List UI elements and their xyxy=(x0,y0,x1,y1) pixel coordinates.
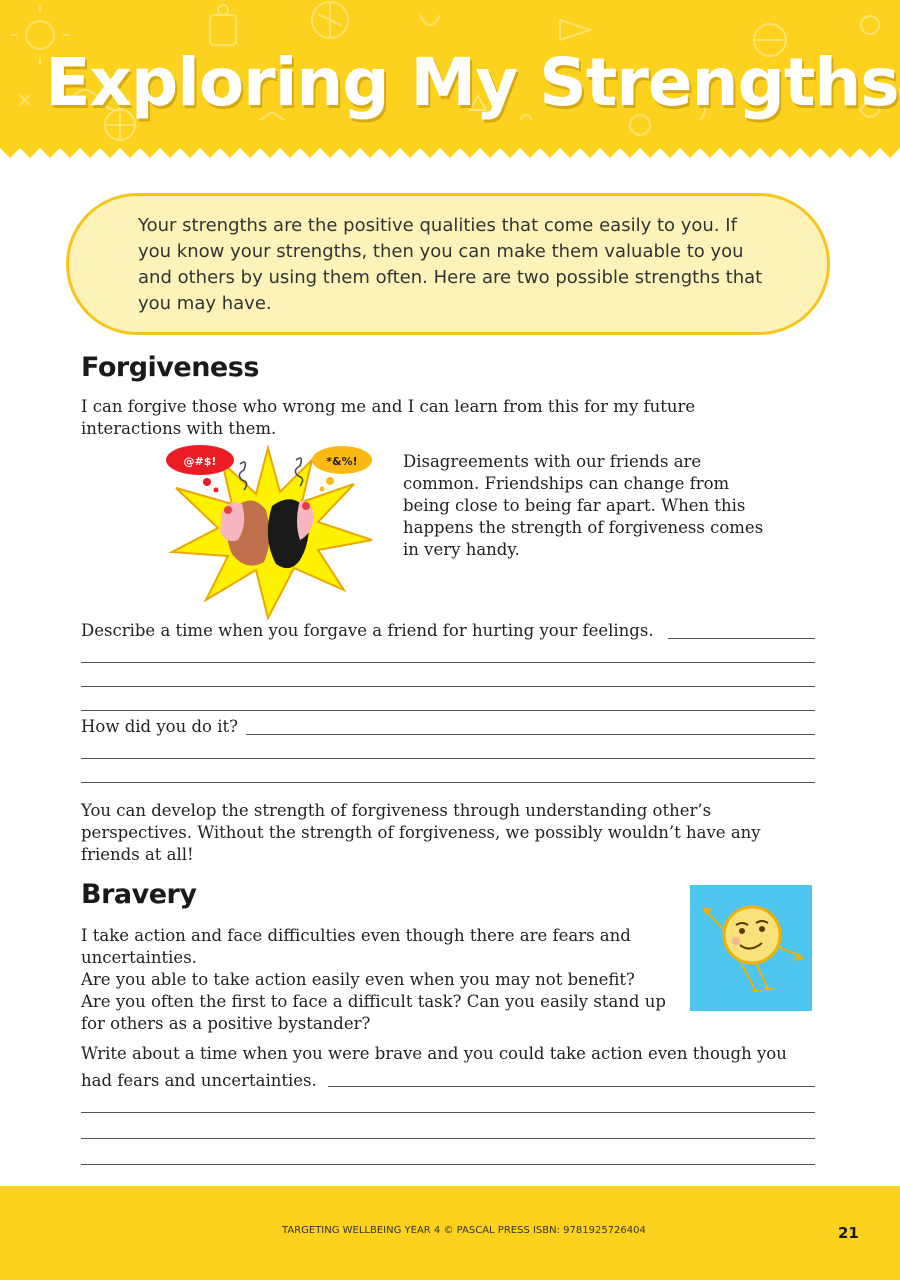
bubble-right-text: *&%! xyxy=(326,455,358,468)
answer-line[interactable] xyxy=(328,1086,815,1087)
footer-copyright: TARGETING WELLBEING YEAR 4 © PASCAL PRESS ISBN: 9781925726404 xyxy=(282,1225,646,1236)
statement-line: I can forgive those who wrong me and I can learn from this for my future xyxy=(81,397,696,416)
bravery-line: for others as a positive bystander? xyxy=(81,1014,371,1033)
side-line: Disagreements with our friends are xyxy=(403,452,702,471)
bravery-line: uncertainties. xyxy=(81,948,197,967)
argument-illustration xyxy=(162,440,374,620)
intro-line: Your strengths are the positive qualities that come easily to you. If xyxy=(138,215,737,236)
bravery-line: Are you able to take action easily even when you may not benefit? xyxy=(81,970,635,989)
answer-line[interactable] xyxy=(81,1138,815,1139)
side-line: common. Friendships can change from xyxy=(403,474,730,493)
question-describe: Describe a time when you forgave a friend for hurting your feelings. xyxy=(81,621,654,640)
bubble-left-shape xyxy=(166,445,234,493)
answer-line[interactable] xyxy=(81,782,815,783)
intro-line: you know your strengths, then you can make them valuable to you xyxy=(138,241,744,262)
question-how: How did you do it? xyxy=(81,717,238,736)
answer-line[interactable] xyxy=(81,1164,815,1165)
bravery-prompt-line1: Write about a time when you were brave and you could take action even though you xyxy=(81,1044,787,1063)
page-number: 21 xyxy=(838,1224,859,1242)
answer-line[interactable] xyxy=(81,686,815,687)
bravery-heading: Bravery xyxy=(81,879,197,910)
forgiveness-closing xyxy=(81,800,761,866)
statement-line: interactions with them. xyxy=(81,419,277,438)
bubble-right-shape xyxy=(312,446,372,492)
answer-line[interactable] xyxy=(81,662,815,663)
answer-line[interactable] xyxy=(81,758,815,759)
bravery-line: Are you often the first to face a difficult task? Can you easily stand up xyxy=(81,992,666,1011)
bravery-line: I take action and face difficulties even though there are fears and xyxy=(81,926,631,945)
closing-line: You can develop the strength of forgiveness through understanding other’s xyxy=(81,801,712,820)
intro-line: and others by using them often. Here are two possible strengths that xyxy=(138,267,763,288)
answer-line[interactable] xyxy=(246,734,815,735)
side-line: being close to being far apart. When this xyxy=(403,496,746,515)
side-line: in very handy. xyxy=(403,540,520,559)
intro-text xyxy=(138,213,778,317)
closing-line: perspectives. Without the strength of forgiveness, we possibly wouldn’t have any xyxy=(81,823,761,842)
bravery-text xyxy=(81,925,666,1035)
answer-line[interactable] xyxy=(668,638,815,639)
forgiveness-statement xyxy=(81,396,695,440)
forgiveness-heading: Forgiveness xyxy=(81,352,259,383)
header-banner xyxy=(0,0,900,165)
answer-line[interactable] xyxy=(81,710,815,711)
intro-line: you may have. xyxy=(138,293,272,314)
page-title: Exploring My Strengths xyxy=(45,44,899,121)
side-line: happens the strength of forgiveness comes xyxy=(403,518,764,537)
forgiveness-side-text xyxy=(403,451,763,561)
closing-line: friends at all! xyxy=(81,845,194,864)
bubble-left-text: @#$! xyxy=(183,455,217,468)
answer-line[interactable] xyxy=(81,1112,815,1113)
brave-face-icon xyxy=(690,885,812,1011)
brave-character-illustration xyxy=(690,885,812,1011)
bravery-prompt-line2: had fears and uncertainties. xyxy=(81,1071,317,1090)
